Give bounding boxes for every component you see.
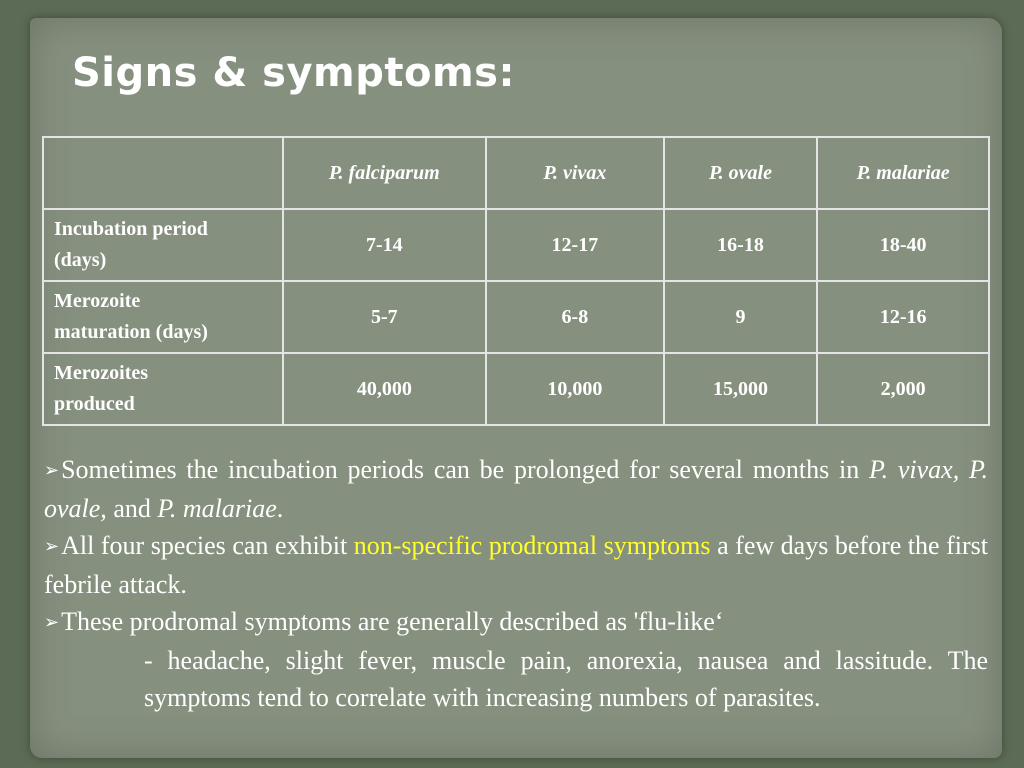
table-corner-cell (43, 137, 283, 209)
bullet-item-flu-like: ➢These prodromal symptoms are generally described as 'flu-like‘ (44, 603, 988, 642)
table-cell: 15,000 (664, 353, 818, 425)
row-label-incubation: Incubation period (days) (43, 209, 283, 281)
table-cell: 9 (664, 281, 818, 353)
table-header-row (43, 137, 989, 209)
arrow-bullet-icon: ➢ (44, 460, 60, 480)
bullet-item-prodromal: ➢All four species can exhibit non-specific prodromal symptoms a few days before the first febrile attack. (44, 527, 988, 603)
page-title: Signs & symptoms: (72, 50, 515, 96)
header-p-falciparum: P. falciparum (283, 137, 487, 209)
table-cell: 12-17 (486, 209, 664, 281)
species-comparison-table (42, 136, 990, 426)
table-cell: 16-18 (664, 209, 818, 281)
table-cell: 7-14 (283, 209, 487, 281)
bullet-item-incubation: ➢Sometimes the incubation periods can be prolonged for several months in P. vivax, P. ovale, and P. malariae. (44, 451, 988, 527)
row-label-merozoite-maturation: Merozoite maturation (days) (43, 281, 283, 353)
header-p-malariae: P. malariae (817, 137, 989, 209)
row-label-merozoites-produced: Merozoites produced (43, 353, 283, 425)
table-cell: 10,000 (486, 353, 664, 425)
header-p-ovale: P. ovale (664, 137, 818, 209)
bullet-list (44, 451, 988, 717)
symptom-list-text: - headache, slight fever, muscle pain, anorexia, nausea and lassitude. The symptoms tend to correlate with increasing numbers of parasites. (144, 645, 988, 712)
table-cell: 6-8 (486, 281, 664, 353)
table-row (43, 209, 989, 281)
table-cell: 12-16 (817, 281, 989, 353)
table-cell: 2,000 (817, 353, 989, 425)
highlighted-text: non-specific prodromal symptoms (353, 531, 711, 560)
arrow-bullet-icon: ➢ (44, 612, 60, 632)
table-cell: 5-7 (283, 281, 487, 353)
table-row (43, 353, 989, 425)
header-p-vivax: P. vivax (486, 137, 664, 209)
table-cell: 18-40 (817, 209, 989, 281)
table-cell: 40,000 (283, 353, 487, 425)
arrow-bullet-icon: ➢ (44, 536, 60, 556)
table-row (43, 281, 989, 353)
